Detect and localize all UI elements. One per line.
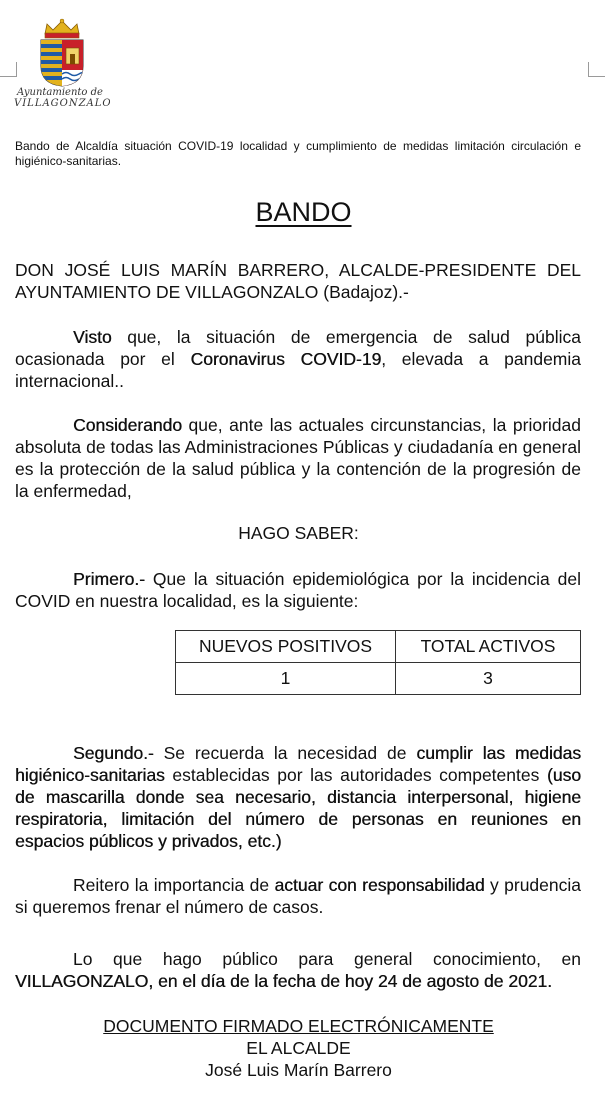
segundo-paragraph — [15, 742, 581, 852]
reitero-highlight: actuar con responsabilidad — [274, 875, 485, 895]
logo-caption-line1: Ayuntamiento de — [17, 87, 103, 98]
visto-paragraph — [15, 326, 581, 392]
signature-name: José Luis Marín Barrero — [205, 1060, 392, 1080]
closing-highlight: VILLAGONZALO, en el día de la fecha de hoy 24 de agosto de 2021. — [15, 971, 553, 991]
value-new-positives: 1 — [176, 663, 396, 695]
mayor-heading: DON JOSÉ LUIS MARÍN BARRERO, ALCALDE-PRESIDENTE DEL AYUNTAMIENTO DE VILLAGONZALO (Badajoz).- — [15, 260, 581, 302]
header-total-active: TOTAL ACTIVOS — [396, 631, 581, 663]
signature-role: EL ALCALDE — [246, 1038, 351, 1058]
value-total-active: 3 — [396, 663, 581, 695]
visto-text-2: , elevada a pandemia internacional.. — [15, 349, 582, 391]
visto-lead: Visto — [73, 327, 112, 347]
document-title: BANDO — [255, 197, 352, 227]
closing-paragraph — [15, 948, 581, 992]
considerando-lead: Considerando — [73, 415, 182, 435]
segundo-highlight-2: (uso de mascarilla donde sea necesario, distancia interpersonal, higiene respiratoria, limitación del número de personas en reuniones en espacios públicos y privados, etc.) — [15, 765, 581, 851]
segundo-text-2: establecidas por las autoridades competentes — [164, 765, 547, 785]
segundo-text-1: Se recuerda la necesidad de — [153, 743, 417, 763]
crop-mark-right — [588, 62, 605, 77]
table-row — [176, 663, 581, 695]
signature-electronic-note: DOCUMENTO FIRMADO ELECTRÓNICAMENTE — [103, 1016, 494, 1036]
reitero-paragraph — [15, 874, 581, 918]
considerando-text: que, ante las actuales circunstancias, la prioridad absoluta de todas las Administraciones Públicas y ciudadanía en general es la protección de la salud pública y la contención de la progresión de la enfermedad, — [15, 415, 581, 501]
segundo-lead: Segundo.- — [73, 743, 154, 763]
primero-lead: Primero.- — [73, 569, 145, 589]
municipal-coat-of-arms-logo — [35, 18, 89, 88]
crop-mark-left — [0, 62, 17, 77]
table-header-row — [176, 631, 581, 663]
reitero-text-2: y prudencia si queremos frenar el número de casos. — [15, 875, 581, 917]
closing-text: Lo que hago público para general conocimiento, en — [73, 949, 581, 969]
primero-text: Que la situación epidemiológica por la incidencia del COVID en nuestra localidad, es la siguiente: — [15, 569, 581, 611]
logo-caption-line2: VILLAGONZALO — [14, 98, 112, 109]
visto-text-1: que, la situación de emergencia de salud pública ocasionada por el — [15, 327, 581, 369]
considerando-paragraph — [15, 414, 581, 502]
visto-highlight: Coronavirus COVID-19 — [190, 349, 382, 369]
primero-paragraph — [15, 568, 581, 612]
document-subject: Bando de Alcaldía situación COVID-19 localidad y cumplimiento de medidas limitación circulación e higiénico-sanitarias. — [15, 139, 581, 168]
segundo-highlight-1: cumplir las medidas higiénico-sanitarias — [15, 743, 581, 785]
reitero-text-1: Reitero la importancia de — [73, 875, 275, 895]
covid-cases-table — [175, 630, 581, 695]
header-new-positives: NUEVOS POSITIVOS — [176, 631, 396, 663]
hago-saber-heading: HAGO SABER: — [238, 523, 359, 543]
